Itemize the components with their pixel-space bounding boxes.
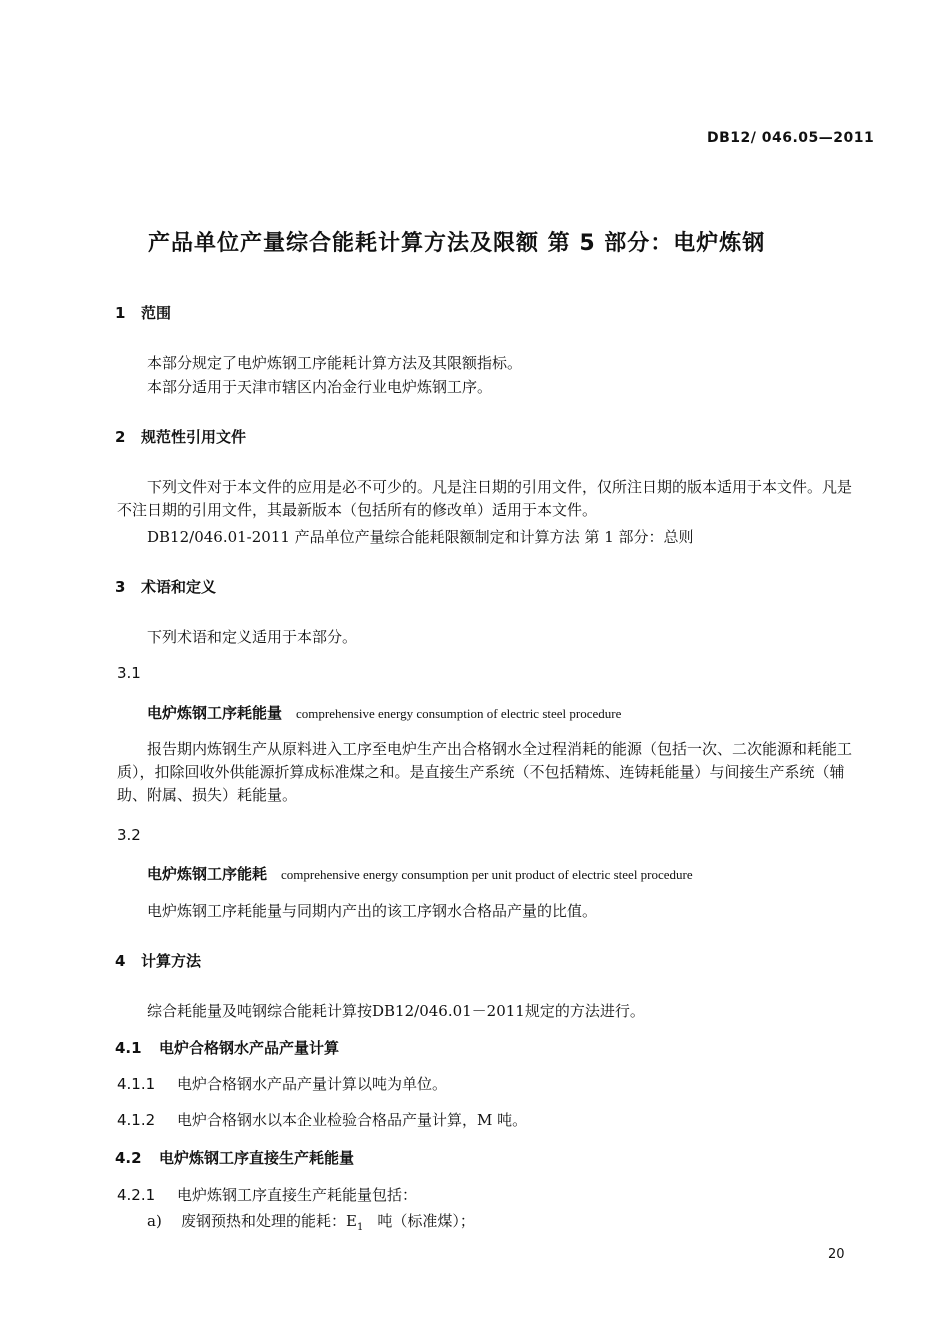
section-3-heading	[115, 576, 216, 597]
section-2-heading	[115, 426, 246, 447]
term-chinese: 电炉炼钢工序耗能量	[147, 704, 283, 722]
term-english: comprehensive energy consumption per unit product of electric steel procedure	[281, 867, 693, 882]
subsection-number: 4.1	[115, 1039, 142, 1057]
subsection-4-1-heading	[115, 1037, 339, 1058]
normative-reference: DB12/046.01-2011 产品单位产量综合能耗限额制定和计算方法 第 1 部分：总则	[147, 528, 694, 546]
clause-text: 电炉合格钢水以本企业检验合格品产量计算，M 吨。	[177, 1111, 528, 1129]
clause-4-1-2	[117, 1109, 527, 1130]
subsection-4-2-heading	[115, 1147, 354, 1168]
section-4-heading	[115, 950, 201, 971]
clause-number: 4.2.1	[117, 1186, 156, 1204]
term-3-1-definition: 报告期内炼钢生产从原料进入工序至电炉生产出合格钢水全过程消耗的能源（包括一次、二次能源和耗能工质），扣除回收外供能源折算成标准煤之和。是直接生产系统（不包括精炼、连铸耗能量）与间接生产系统（辅助、附属、损失）耗能量。	[117, 740, 853, 804]
term-3-2-number: 3.2	[117, 826, 141, 844]
term-english: comprehensive energy consumption of electric steel procedure	[296, 706, 622, 721]
clause-4-1-1	[117, 1073, 447, 1094]
section-number: 3	[115, 578, 126, 596]
list-text: 废钢预热和处理的能耗：E	[181, 1212, 357, 1230]
section-1-heading	[115, 302, 171, 323]
section-title: 规范性引用文件	[141, 428, 247, 446]
subscript: 1	[356, 1222, 364, 1233]
normative-paragraph: 下列文件对于本文件的应用是必不可少的。凡是注日期的引用文件，仅所注日期的版本适用于本文件。凡是不注日期的引用文件，其最新版本（包括所有的修改单）适用于本文件。	[117, 478, 853, 519]
clause-number: 4.1.2	[117, 1111, 156, 1129]
term-3-2-definition: 电炉炼钢工序耗能量与同期内产出的该工序钢水合格品产量的比值。	[147, 902, 598, 920]
section-title: 术语和定义	[141, 578, 217, 596]
list-unit: 吨（标准煤）；	[377, 1212, 475, 1230]
standard-code: DB12/ 046.05—2011	[707, 130, 875, 146]
term-3-1	[147, 702, 621, 723]
clause-text: 电炉合格钢水产品产量计算以吨为单位。	[177, 1075, 448, 1093]
section-number: 4	[115, 952, 126, 970]
terms-intro: 下列术语和定义适用于本部分。	[147, 628, 358, 646]
clause-number: 4.1.1	[117, 1075, 156, 1093]
subsection-number: 4.2	[115, 1149, 142, 1167]
list-item-a	[147, 1210, 475, 1233]
scope-line-1: 本部分规定了电炉炼钢工序能耗计算方法及其限额指标。	[147, 354, 523, 372]
term-3-1-number: 3.1	[117, 664, 141, 682]
term-chinese: 电炉炼钢工序能耗	[147, 865, 268, 883]
list-label: a)	[147, 1212, 162, 1230]
section-number: 2	[115, 428, 126, 446]
clause-text: 电炉炼钢工序直接生产耗能量包括：	[177, 1186, 418, 1204]
clause-4-2-1	[117, 1184, 417, 1205]
scope-line-2: 本部分适用于天津市辖区内冶金行业电炉炼钢工序。	[147, 378, 493, 396]
page-number: 20	[828, 1247, 845, 1262]
subsection-title: 电炉炼钢工序直接生产耗能量	[159, 1149, 355, 1167]
section-number: 1	[115, 304, 126, 322]
document-title: 产品单位产量综合能耗计算方法及限额 第 5 部分：电炉炼钢	[148, 231, 766, 256]
section-title: 范围	[141, 304, 172, 322]
subsection-title: 电炉合格钢水产品产量计算	[159, 1039, 340, 1057]
method-intro: 综合耗能量及吨钢综合能耗计算按DB12/046.01－2011规定的方法进行。	[147, 1002, 645, 1020]
section-title: 计算方法	[141, 952, 202, 970]
term-3-2	[147, 863, 693, 884]
